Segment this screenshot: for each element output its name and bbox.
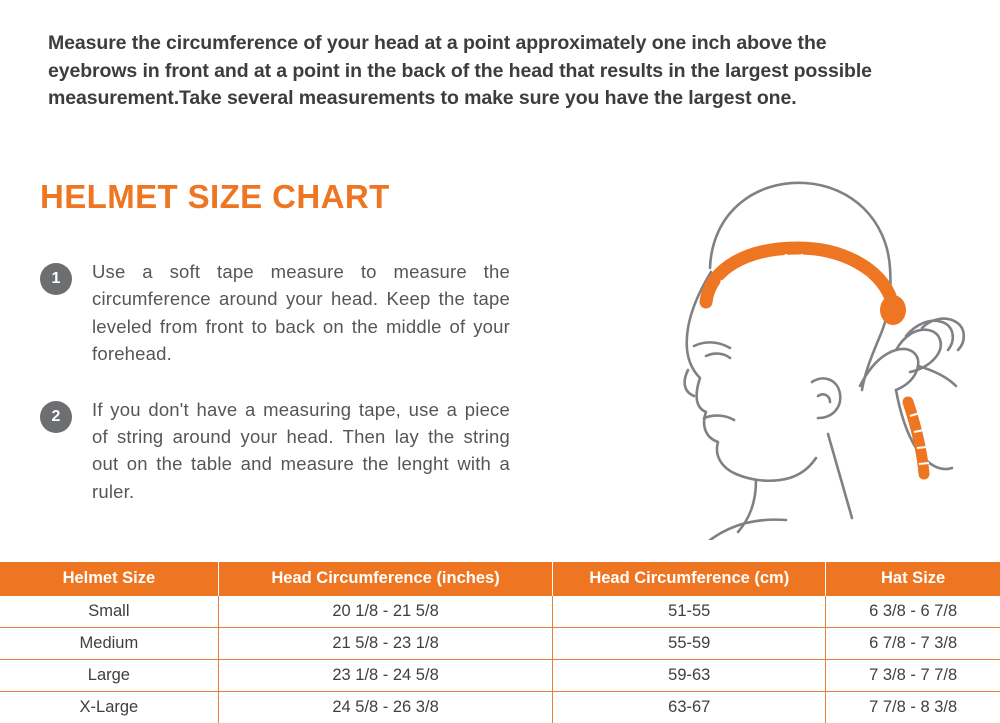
table-row [0,596,1000,628]
measuring-tape [706,248,929,474]
table-header-row [0,562,1000,596]
helmet-size-table [0,562,1000,723]
intro-paragraph: Measure the circumference of your head at a point approximately one inch above the eyebrows in front and at a point in the back of the head that results in the largest possible measurement.Take several measurements to make sure you have the largest one. [48,30,888,113]
column-header-circumference-cm: Head Circumference (cm) [553,562,826,596]
cell-circumference-cm: 55-59 [553,628,826,660]
cell-hat-size: 6 3/8 - 6 7/8 [826,596,1000,628]
table-row [0,692,1000,723]
cell-circumference-cm: 63-67 [553,692,826,723]
cell-hat-size: 7 7/8 - 8 3/8 [826,692,1000,723]
column-header-hat-size: Hat Size [826,562,1000,596]
column-header-circumference-inches: Head Circumference (inches) [218,562,553,596]
table-row [0,660,1000,692]
page-title: HELMET SIZE CHART [40,178,390,216]
cell-helmet-size: Large [0,660,218,692]
step-text: If you don't have a measuring tape, use a piece of string around your head. Then lay the string out on the table and measure the lenght with a ruler. [92,396,510,506]
instruction-steps [40,258,510,533]
cell-helmet-size: X-Large [0,692,218,723]
list-item [40,258,510,368]
cell-circumference-inches: 20 1/8 - 21 5/8 [218,596,553,628]
cell-helmet-size: Medium [0,628,218,660]
step-number-badge: 1 [40,263,72,295]
step-number-badge: 2 [40,401,72,433]
step-text: Use a soft tape measure to measure the circumference around your head. Keep the tape leveled from front to back on the middle of your forehead. [92,258,510,368]
cell-circumference-cm: 59-63 [553,660,826,692]
cell-circumference-inches: 23 1/8 - 24 5/8 [218,660,553,692]
cell-circumference-inches: 24 5/8 - 26 3/8 [218,692,553,723]
head-measurement-illustration [560,150,990,540]
list-item [40,396,510,506]
cell-circumference-inches: 21 5/8 - 23 1/8 [218,628,553,660]
cell-helmet-size: Small [0,596,218,628]
table-row [0,628,1000,660]
column-header-helmet-size: Helmet Size [0,562,218,596]
cell-hat-size: 7 3/8 - 7 7/8 [826,660,1000,692]
cell-circumference-cm: 51-55 [553,596,826,628]
head-illustration-svg [560,150,990,540]
cell-hat-size: 6 7/8 - 7 3/8 [826,628,1000,660]
